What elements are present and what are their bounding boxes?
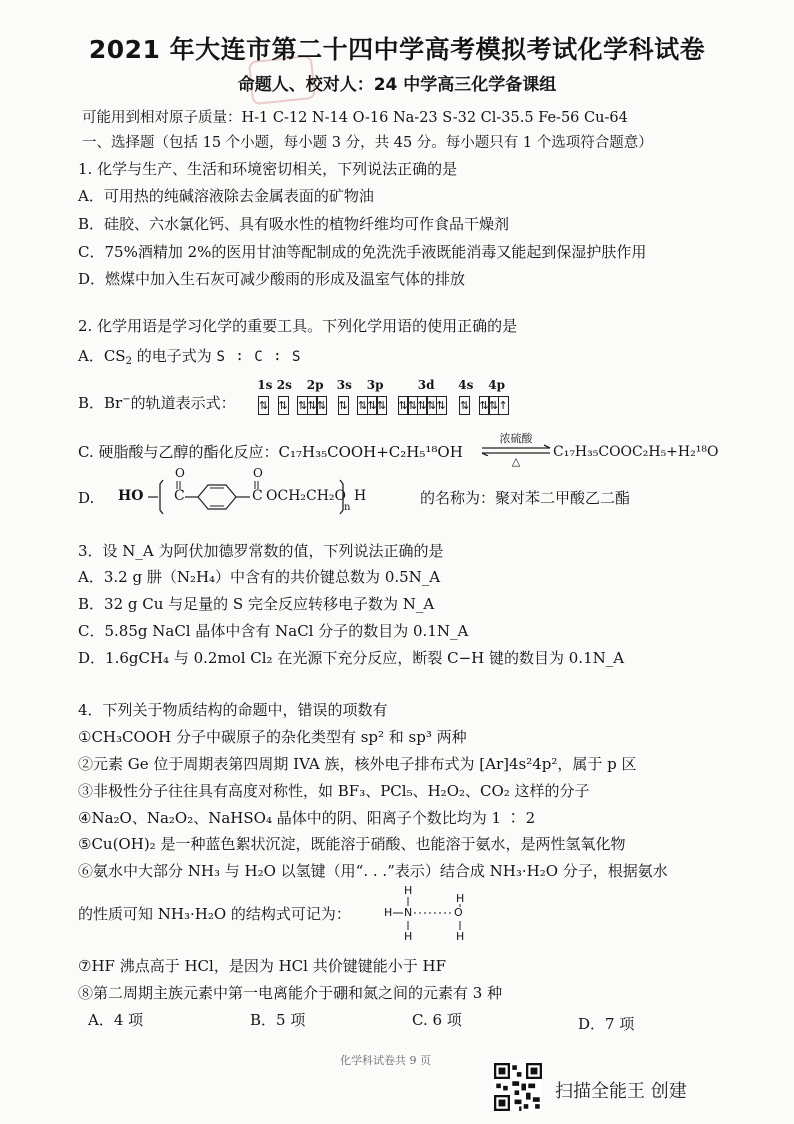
orbital-box: ⇅ [376,396,387,415]
orbital-box: ⇅ [459,396,470,415]
orbital-box: ⇅ [436,396,447,415]
orbital-group-3d [398,396,446,415]
struct-o: O [454,906,463,919]
pet-structure [118,468,418,518]
q4-option-d: D．7 项 [578,1015,635,1033]
q4-stem: 4．下列关于物质结构的命题中，错误的项数有 [78,701,388,719]
cs2-electron-formula: S ∶ C ∶ S [216,349,302,365]
q2-b-suffix: 的轨道表示式： [130,394,236,412]
orbital-box: ⇅ [479,396,490,415]
q1-stem: 1. 化学与生产、生活和环境密切相关，下列说法正确的是 [78,160,458,178]
q4-statement-1: ①CH₃COOH 分子中碳原子的杂化类型有 sp² 和 sp³ 两种 [78,728,467,746]
orbital-box: ⇅ [307,396,318,415]
struct-h-bot2: H [456,930,465,943]
q2-d-prefix: D. [78,489,95,507]
atomic-masses: 可能用到相对原子质量：H-1 C-12 N-14 O-16 Na-23 S-32 Cl-35.5 Fe-56 Cu-64 [82,110,628,126]
orbital-box: ⇅ [357,396,368,415]
orbital-label-2s: 2s [276,378,292,392]
orbital-box: ⇅ [297,396,308,415]
q4-statement-7: ⑦HF 沸点高于 HCl，是因为 HCl 共价键键能小于 HF [78,957,446,975]
orbital-group-1s [258,396,268,415]
struct-h-bot1: H [404,930,413,943]
pet-c2: C [252,488,263,504]
scanner-watermark: 扫描全能王 创建 [555,1081,687,1102]
q2-b-sup: − [122,394,131,405]
orbital-label-4s: 4s [458,378,474,392]
q4-statement-8: ⑧第二周期主族元素中第一电离能介于硼和氮之间的元素有 3 种 [78,984,503,1002]
heat-symbol: △ [511,455,521,468]
orbital-group-2p [297,396,326,415]
q2-a-suffix: 的电子式为 [131,347,212,365]
q3-option-a: A．3.2 g 肼（N₂H₄）中含有的共价键总数为 0.5N_A [78,568,441,586]
orbital-group-4s [459,396,469,415]
q2-option-c [78,442,463,462]
pet-h: H [354,488,367,504]
orbital-box: ⇅ [338,396,349,415]
q2-b-prefix: B．Br [78,394,123,412]
struct-h-top2: H [456,892,465,905]
q3-option-d: D．1.6gCH₄ 与 0.2mol Cl₂ 在光源下充分反应，断裂 C−H 键的数目为 0.1N_A [78,649,625,667]
q3-option-c: C．5.85g NaCl 晶体中含有 NaCl 分子的数目为 0.1N_A [78,622,469,640]
orbital-box: ⇅ [426,396,437,415]
pet-o1: O [175,466,185,480]
orbital-group-2s [278,396,288,415]
orbital-label-3s: 3s [336,378,352,392]
q4-statement-5: ⑤Cu(OH)₂ 是一种蓝色絮状沉淀，既能溶于硝酸、也能溶于氨水，是两性氢氧化物 [78,835,626,853]
q4-statement-4: ④Na₂O、Na₂O₂、NaHSO₄ 晶体中的阴、阳离子个数比均为 1 ∶ 2 [78,809,536,827]
q2-c-product: C₁₇H₃₅COOC₂H₅+H₂¹⁸O [553,444,719,460]
q4-statement-2: ②元素 Ge 位于周期表第四周期 IVA 族，核外电子排布式为 [Ar]4s²4p²，属于 p 区 [78,755,637,773]
orbital-group-3s [338,396,348,415]
q2-d-suffix: 的名称为：聚对苯二甲酸乙二酯 [420,489,631,507]
q4-option-c: C. 6 项 [412,1011,462,1029]
struct-n: N [404,906,413,919]
exam-subtitle: 命题人、校对人：24 中学高三化学备课组 [237,75,557,95]
pet-c1: C [174,488,185,504]
orbital-box: ⇅ [407,396,418,415]
orbital-box: ⇅ [258,396,269,415]
q4-statement-3: ③非极性分子往往具有高度对称性，如 BF₃、PCl₅、H₂O₂、CO₂ 这样的分子 [78,782,590,800]
orbital-label-3d: 3d [417,378,435,392]
orbital-box: ↑ [498,396,509,415]
pet-o2: O [253,466,263,480]
qr-code-icon [494,1063,542,1111]
q3-option-b: B．32 g Cu 与足量的 S 完全反应转移电子数为 N_A [78,595,435,613]
orbital-group-3p [357,396,386,415]
q2-option-a [78,346,301,372]
struct-h-top1: H [404,884,413,897]
pet-n: n [344,502,351,513]
exam-title: 2021 年大连市第二十四中学高考模拟考试化学科试卷 [88,35,706,64]
orbital-group-4p [479,396,508,415]
q1-option-a: A．可用热的纯碱溶液除去金属表面的矿物油 [78,187,374,205]
q4-statement-6: ⑥氨水中大部分 NH₃ 与 H₂O 以氢键（用“. . .”表示）结合成 NH₃·H₂O 分子，根据氨水 [78,862,668,880]
orbital-label-2p: 2p [306,378,324,392]
orbital-label-4p: 4p [488,378,505,392]
orbital-box: ⇅ [316,396,327,415]
q2-a-sub: 2 [125,356,132,367]
pet-bonds [118,468,358,518]
q4-option-b: B．5 项 [250,1011,306,1029]
q1-option-b: B．硅胶、六水氯化钙、具有吸水性的植物纤维均可作食品干燥剂 [78,215,510,233]
section-heading: 一、选择题（包括 15 个小题，每小题 3 分，共 45 分。每小题只有 1 个选项符合题意） [82,135,653,151]
struct-bonds [376,884,476,948]
orbital-box: ⇅ [398,396,409,415]
q1-option-d: D．燃煤中加入生石灰可减少酸雨的形成及温室气体的排放 [78,270,466,288]
q4-statement-6b: 的性质可知 NH₃·H₂O 的结构式可记为： [78,905,351,923]
q4-option-a: A．4 项 [88,1011,144,1029]
q2-option-b [78,390,236,413]
orbital-box: ⇅ [278,396,289,415]
struct-h-left: H [384,906,393,919]
q3-stem: 3．设 N_A 为阿伏加德罗常数的值，下列说法正确的是 [78,542,444,560]
pet-ho: HO [118,488,144,504]
q1-option-c: C．75%酒精加 2%的医用甘油等配制成的免洗洗手液既能消毒又能起到保湿护肤作用 [78,243,647,261]
reaction-condition: 浓硫酸 [499,432,533,445]
orbital-box: ⇅ [488,396,499,415]
pet-chain: OCH₂CH₂O [266,488,347,504]
q2-stem: 2. 化学用语是学习化学的重要工具。下列化学用语的使用正确的是 [78,317,518,335]
orbital-box: ⇅ [417,396,428,415]
orbital-box: ⇅ [367,396,378,415]
nh3-h2o-structure [376,884,476,948]
orbital-label-1s: 1s [257,378,273,392]
q2-a-prefix: A．CS [78,347,126,365]
q2-c-text: C. 硬脂酸与乙醇的酯化反应：C₁₇H₃₅COOH+C₂H₅¹⁸OH [78,443,463,461]
orbital-label-3p: 3p [366,378,384,392]
page-footer: 化学科试卷共 9 页 [340,1054,431,1067]
